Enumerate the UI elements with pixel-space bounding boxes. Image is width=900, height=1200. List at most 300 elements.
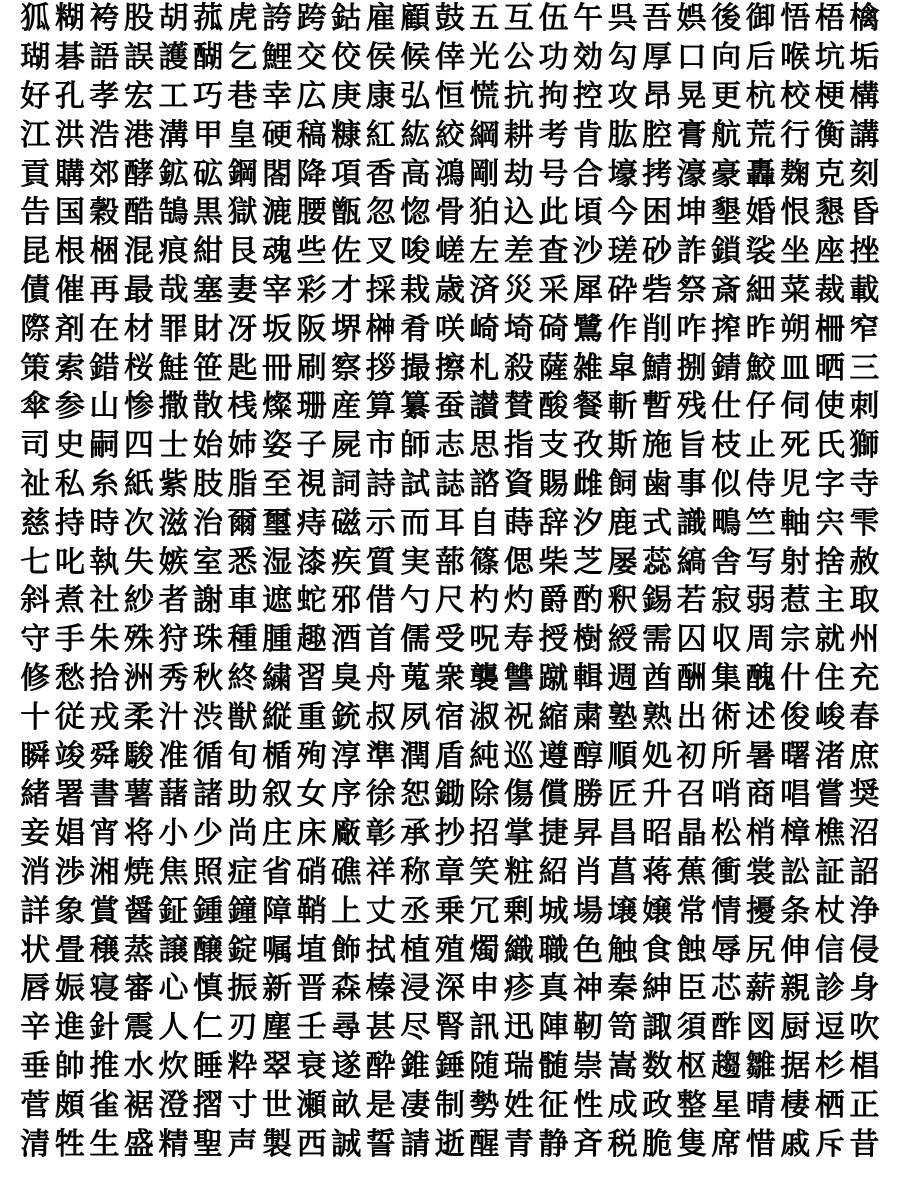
kanji-glyph: 寝 xyxy=(89,971,120,1007)
kanji-glyph: 恕 xyxy=(400,777,431,813)
kanji-glyph: 廠 xyxy=(331,816,362,852)
kanji-glyph: 込 xyxy=(503,195,534,231)
kanji-glyph: 歯 xyxy=(642,466,673,502)
kanji-glyph: 忽 xyxy=(365,195,396,231)
kanji-glyph: 蒸 xyxy=(123,932,154,968)
kanji-glyph: 嵩 xyxy=(607,1048,638,1084)
kanji-glyph: 舟 xyxy=(365,660,396,696)
kanji-glyph: 車 xyxy=(227,583,258,619)
kanji-glyph: 識 xyxy=(676,505,707,541)
kanji-glyph: 醤 xyxy=(123,893,154,929)
kanji-glyph: 者 xyxy=(158,583,189,619)
kanji-glyph: 悉 xyxy=(227,544,258,580)
kanji-glyph: 賜 xyxy=(538,466,569,502)
kanji-glyph: 叙 xyxy=(262,777,293,813)
kanji-glyph: 招 xyxy=(469,816,500,852)
kanji-glyph: 山 xyxy=(89,389,120,425)
glyph-row xyxy=(18,931,882,970)
kanji-glyph: 女 xyxy=(296,777,327,813)
kanji-glyph: 仁 xyxy=(193,1010,223,1046)
kanji-glyph: 閤 xyxy=(262,156,293,192)
kanji-glyph: 正 xyxy=(849,1087,880,1123)
kanji-glyph: 焦 xyxy=(158,854,189,890)
kanji-glyph: 語 xyxy=(89,40,120,76)
kanji-glyph: 厚 xyxy=(642,40,673,76)
kanji-glyph: 伸 xyxy=(780,932,811,968)
kanji-glyph: 静 xyxy=(538,1126,569,1162)
kanji-glyph: 絞 xyxy=(434,117,465,153)
kanji-glyph: 剛 xyxy=(469,156,500,192)
kanji-glyph: 粛 xyxy=(573,699,604,735)
kanji-glyph: 搾 xyxy=(711,311,742,347)
kanji-glyph: 匠 xyxy=(607,777,638,813)
kanji-glyph: 成 xyxy=(607,1087,638,1123)
kanji-glyph: 撮 xyxy=(400,350,431,386)
kanji-glyph: 肴 xyxy=(400,311,431,347)
kanji-glyph: 国 xyxy=(54,195,85,231)
kanji-glyph: 州 xyxy=(849,622,880,658)
kanji-glyph: 鮫 xyxy=(745,350,776,386)
kanji-glyph: 償 xyxy=(538,777,569,813)
kanji-glyph: 叉 xyxy=(365,234,396,270)
kanji-glyph: 術 xyxy=(711,699,742,735)
kanji-glyph: 麹 xyxy=(780,156,811,192)
kanji-glyph: 餐 xyxy=(573,389,604,425)
kanji-glyph: 瑳 xyxy=(607,234,638,270)
kanji-glyph: 紅 xyxy=(365,117,396,153)
kanji-glyph: 推 xyxy=(89,1048,120,1084)
kanji-glyph: 作 xyxy=(607,311,638,347)
kanji-glyph: 剤 xyxy=(54,311,85,347)
kanji-glyph: 逝 xyxy=(434,1126,465,1162)
kanji-glyph: 穣 xyxy=(89,932,120,968)
kanji-glyph: 緒 xyxy=(20,777,51,813)
kanji-glyph: 誤 xyxy=(123,40,154,76)
kanji-glyph: 受 xyxy=(434,622,465,658)
kanji-glyph: 手 xyxy=(54,622,85,658)
kanji-glyph: 嘗 xyxy=(814,777,845,813)
kanji-glyph: 飼 xyxy=(607,466,638,502)
kanji-glyph: 獅 xyxy=(849,428,880,464)
kanji-glyph: 歳 xyxy=(434,272,465,308)
kanji-glyph: 讐 xyxy=(503,660,534,696)
kanji-glyph: 姉 xyxy=(227,428,258,464)
kanji-glyph: 寸 xyxy=(227,1087,258,1123)
kanji-glyph: 狛 xyxy=(469,195,500,231)
kanji-glyph: 昏 xyxy=(849,195,880,231)
kanji-glyph: 進 xyxy=(54,1010,85,1046)
kanji-glyph: 粧 xyxy=(503,854,534,890)
kanji-glyph: 舜 xyxy=(89,738,120,774)
kanji-glyph: 将 xyxy=(123,816,154,852)
kanji-glyph: 漉 xyxy=(262,195,293,231)
kanji-glyph: 高 xyxy=(400,156,431,192)
kanji-glyph: 宗 xyxy=(780,622,811,658)
kanji-glyph: 澄 xyxy=(158,1087,189,1123)
kanji-glyph: 真 xyxy=(538,971,569,1007)
glyph-row xyxy=(18,1009,882,1048)
kanji-glyph: 滋 xyxy=(158,505,189,541)
kanji-glyph: 哨 xyxy=(711,777,742,813)
kanji-glyph: 刻 xyxy=(849,156,880,192)
kanji-glyph: 査 xyxy=(538,234,569,270)
kanji-glyph: 災 xyxy=(503,272,534,308)
kanji-glyph: 合 xyxy=(573,156,604,192)
kanji-glyph: 考 xyxy=(538,117,569,153)
glyph-row xyxy=(18,388,882,427)
kanji-glyph: 根 xyxy=(54,234,85,270)
kanji-glyph: 盛 xyxy=(123,1126,154,1162)
kanji-glyph: 攻 xyxy=(607,78,638,114)
kanji-glyph: 床 xyxy=(296,816,327,852)
kanji-glyph: 惨 xyxy=(123,389,154,425)
kanji-glyph: 轟 xyxy=(745,156,776,192)
kanji-glyph: 腎 xyxy=(434,1010,465,1046)
kanji-glyph: 財 xyxy=(193,311,223,347)
kanji-glyph: 湘 xyxy=(89,854,120,890)
kanji-glyph: 射 xyxy=(780,544,811,580)
kanji-glyph: 珊 xyxy=(296,389,327,425)
kanji-glyph: 材 xyxy=(123,311,154,347)
kanji-glyph: 梱 xyxy=(89,234,120,270)
kanji-glyph: 社 xyxy=(89,583,120,619)
kanji-glyph: 嫉 xyxy=(158,544,189,580)
kanji-glyph: 錐 xyxy=(400,1048,431,1084)
kanji-glyph: 詞 xyxy=(331,466,362,502)
kanji-glyph: 衰 xyxy=(296,1048,327,1084)
kanji-glyph: 製 xyxy=(262,1126,293,1162)
kanji-glyph: 墾 xyxy=(711,195,742,231)
kanji-glyph: 吾 xyxy=(642,1,673,37)
kanji-glyph: 申 xyxy=(469,971,500,1007)
kanji-glyph: 散 xyxy=(193,389,223,425)
kanji-glyph: 宵 xyxy=(89,816,120,852)
kanji-glyph: 塾 xyxy=(607,699,638,735)
kanji-glyph: 嵯 xyxy=(434,234,465,270)
glyph-row xyxy=(18,698,882,737)
kanji-glyph: 塵 xyxy=(262,1010,293,1046)
kanji-glyph: 光 xyxy=(469,40,500,76)
kanji-glyph: 肯 xyxy=(573,117,604,153)
kanji-glyph: 殊 xyxy=(123,622,154,658)
kanji-glyph: 遮 xyxy=(262,583,293,619)
kanji-glyph: 純 xyxy=(469,738,500,774)
kanji-glyph: 混 xyxy=(123,234,154,270)
kanji-glyph: 縦 xyxy=(262,699,293,735)
kanji-glyph: 寿 xyxy=(503,622,534,658)
kanji-glyph: 佼 xyxy=(331,40,362,76)
kanji-glyph: 持 xyxy=(54,505,85,541)
kanji-glyph: 雫 xyxy=(849,505,880,541)
kanji-glyph: 詩 xyxy=(365,466,396,502)
kanji-glyph: 酸 xyxy=(538,389,569,425)
kanji-glyph: 盾 xyxy=(434,738,465,774)
kanji-glyph: 殉 xyxy=(296,738,327,774)
kanji-glyph: 沙 xyxy=(573,234,604,270)
kanji-glyph: 述 xyxy=(745,699,776,735)
kanji-glyph: 四 xyxy=(123,428,154,464)
kanji-glyph: 常 xyxy=(676,893,707,929)
kanji-glyph: 湿 xyxy=(262,544,293,580)
glyph-row xyxy=(18,582,882,621)
kanji-glyph: 習 xyxy=(296,660,327,696)
kanji-glyph: 順 xyxy=(607,738,638,774)
kanji-glyph: 昔 xyxy=(849,1126,880,1162)
kanji-glyph: 裾 xyxy=(123,1087,154,1123)
kanji-glyph: 唱 xyxy=(780,777,811,813)
kanji-glyph: 拘 xyxy=(538,78,569,114)
kanji-glyph: 示 xyxy=(365,505,396,541)
kanji-glyph: 崇 xyxy=(573,1048,604,1084)
kanji-glyph: 巧 xyxy=(193,78,223,114)
kanji-glyph: 巡 xyxy=(503,738,534,774)
glyph-row xyxy=(18,0,882,39)
kanji-glyph: 職 xyxy=(538,932,569,968)
kanji-glyph: 世 xyxy=(262,1087,293,1123)
kanji-glyph: 枢 xyxy=(676,1048,707,1084)
kanji-glyph: 恨 xyxy=(780,195,811,231)
kanji-glyph: 庄 xyxy=(262,816,293,852)
kanji-glyph: 杖 xyxy=(814,893,845,929)
glyph-row xyxy=(18,116,882,155)
kanji-glyph: 事 xyxy=(676,466,707,502)
kanji-glyph: 取 xyxy=(849,583,880,619)
kanji-glyph: 控 xyxy=(573,78,604,114)
kanji-glyph: 政 xyxy=(642,1087,673,1123)
kanji-glyph: 煮 xyxy=(54,583,85,619)
kanji-glyph: 再 xyxy=(89,272,120,308)
kanji-glyph: 凄 xyxy=(400,1087,431,1123)
kanji-glyph: 鯖 xyxy=(642,350,673,386)
kanji-glyph: 康 xyxy=(365,78,396,114)
kanji-glyph: 最 xyxy=(123,272,154,308)
kanji-glyph: 罪 xyxy=(158,311,189,347)
kanji-glyph: 志 xyxy=(434,428,465,464)
kanji-glyph: 察 xyxy=(331,350,362,386)
kanji-glyph: 虎 xyxy=(227,1,258,37)
kanji-glyph: 昌 xyxy=(607,816,638,852)
glyph-row xyxy=(18,466,882,505)
kanji-glyph: 象 xyxy=(54,893,85,929)
kanji-glyph: 燦 xyxy=(262,389,293,425)
kanji-glyph: 榛 xyxy=(365,971,396,1007)
kanji-glyph: 鹿 xyxy=(607,505,638,541)
kanji-character-sheet xyxy=(18,0,882,1164)
kanji-glyph: 椙 xyxy=(849,1048,880,1084)
kanji-glyph: 祥 xyxy=(365,854,396,890)
kanji-glyph: 酢 xyxy=(711,1010,742,1046)
kanji-glyph: 芝 xyxy=(573,544,604,580)
glyph-row xyxy=(18,310,882,349)
kanji-glyph: 講 xyxy=(849,117,880,153)
kanji-glyph: 降 xyxy=(296,156,327,192)
kanji-glyph: 脂 xyxy=(227,466,258,502)
kanji-glyph: 札 xyxy=(469,350,500,386)
kanji-glyph: 承 xyxy=(400,816,431,852)
kanji-glyph: 磁 xyxy=(331,505,362,541)
kanji-glyph: 后 xyxy=(745,40,776,76)
kanji-glyph: 慈 xyxy=(20,505,51,541)
kanji-glyph: 清 xyxy=(20,1126,51,1162)
kanji-glyph: 蝕 xyxy=(676,932,707,968)
kanji-glyph: 姿 xyxy=(262,428,293,464)
kanji-glyph: 克 xyxy=(814,156,845,192)
kanji-glyph: 寺 xyxy=(849,466,880,502)
kanji-glyph: 渋 xyxy=(193,699,223,735)
kanji-glyph: 誓 xyxy=(365,1126,396,1162)
kanji-glyph: 碕 xyxy=(538,311,569,347)
kanji-glyph: 始 xyxy=(193,428,223,464)
kanji-glyph: 牲 xyxy=(54,1126,85,1162)
kanji-glyph: 厨 xyxy=(780,1010,811,1046)
kanji-glyph: 試 xyxy=(400,466,431,502)
kanji-glyph: 好 xyxy=(20,78,51,114)
kanji-glyph: 佐 xyxy=(331,234,362,270)
kanji-glyph: 砂 xyxy=(642,234,673,270)
kanji-glyph: 溝 xyxy=(158,117,189,153)
kanji-glyph: 娯 xyxy=(676,1,707,37)
kanji-glyph: 辛 xyxy=(20,1010,51,1046)
kanji-glyph: 校 xyxy=(780,78,811,114)
kanji-glyph: 朱 xyxy=(89,622,120,658)
kanji-glyph: 昂 xyxy=(642,78,673,114)
glyph-row xyxy=(18,776,882,815)
glyph-row xyxy=(18,155,882,194)
kanji-glyph: 梗 xyxy=(814,78,845,114)
kanji-glyph: 而 xyxy=(400,505,431,541)
kanji-glyph: 紗 xyxy=(123,583,154,619)
kanji-glyph: 蹴 xyxy=(538,660,569,696)
kanji-glyph: 称 xyxy=(400,854,431,890)
kanji-glyph: 竣 xyxy=(54,738,85,774)
kanji-glyph: 死 xyxy=(780,428,811,464)
kanji-glyph: 深 xyxy=(434,971,465,1007)
kanji-glyph: 鉱 xyxy=(158,156,189,192)
kanji-glyph: 尽 xyxy=(400,1010,431,1046)
kanji-glyph: 骨 xyxy=(434,195,465,231)
kanji-glyph: 須 xyxy=(676,1010,707,1046)
kanji-glyph: 漆 xyxy=(296,544,327,580)
kanji-glyph: 潤 xyxy=(400,738,431,774)
kanji-glyph: 窄 xyxy=(849,311,880,347)
kanji-glyph: 沼 xyxy=(849,816,880,852)
kanji-glyph: 整 xyxy=(676,1087,707,1123)
kanji-glyph: 睡 xyxy=(193,1048,223,1084)
kanji-glyph: 采 xyxy=(538,272,569,308)
kanji-glyph: 崎 xyxy=(469,311,500,347)
kanji-glyph: 章 xyxy=(434,854,465,890)
kanji-glyph: 擾 xyxy=(745,893,776,929)
kanji-glyph: 司 xyxy=(20,428,51,464)
kanji-glyph: 梢 xyxy=(745,816,776,852)
kanji-glyph: 乞 xyxy=(227,40,258,76)
kanji-glyph: 邪 xyxy=(331,583,362,619)
kanji-glyph: 構 xyxy=(849,78,880,114)
kanji-glyph: 抄 xyxy=(434,816,465,852)
kanji-glyph: 朔 xyxy=(780,311,811,347)
kanji-glyph: 孝 xyxy=(89,78,120,114)
kanji-glyph: 祝 xyxy=(503,699,534,735)
kanji-glyph: 鮭 xyxy=(158,350,189,386)
kanji-glyph: 室 xyxy=(193,544,223,580)
kanji-glyph: 壬 xyxy=(296,1010,327,1046)
kanji-glyph: 収 xyxy=(711,622,742,658)
kanji-glyph: 菖 xyxy=(607,854,638,890)
kanji-glyph: 錆 xyxy=(711,350,742,386)
kanji-glyph: 翠 xyxy=(262,1048,293,1084)
kanji-glyph: 砦 xyxy=(642,272,673,308)
kanji-glyph: 笥 xyxy=(607,1010,638,1046)
kanji-glyph: 据 xyxy=(780,1048,811,1084)
kanji-glyph: 詐 xyxy=(676,234,707,270)
kanji-glyph: 晴 xyxy=(745,1087,776,1123)
kanji-glyph: 雛 xyxy=(745,1048,776,1084)
kanji-glyph: 紳 xyxy=(642,971,673,1007)
kanji-glyph: 浸 xyxy=(400,971,431,1007)
kanji-glyph: 臭 xyxy=(331,660,362,696)
kanji-glyph: 獣 xyxy=(227,699,258,735)
kanji-glyph: 更 xyxy=(711,78,742,114)
kanji-glyph: 捷 xyxy=(538,816,569,852)
kanji-glyph: 尻 xyxy=(745,932,776,968)
kanji-glyph: 匙 xyxy=(227,350,258,386)
kanji-glyph: 峻 xyxy=(814,699,845,735)
kanji-glyph: 松 xyxy=(711,816,742,852)
kanji-glyph: 詔 xyxy=(849,854,880,890)
kanji-glyph: 互 xyxy=(503,1,534,37)
kanji-glyph: 糠 xyxy=(331,117,362,153)
kanji-glyph: 消 xyxy=(20,854,51,890)
kanji-glyph: 蛇 xyxy=(296,583,327,619)
kanji-glyph: 広 xyxy=(296,78,327,114)
kanji-glyph: 錠 xyxy=(227,932,258,968)
kanji-glyph: 爵 xyxy=(538,583,569,619)
kanji-glyph: 性 xyxy=(573,1087,604,1123)
kanji-glyph: 灼 xyxy=(503,583,534,619)
kanji-glyph: 鴫 xyxy=(711,505,742,541)
kanji-glyph: 十 xyxy=(20,699,51,735)
kanji-glyph: 守 xyxy=(20,622,51,658)
kanji-glyph: 捨 xyxy=(814,544,845,580)
kanji-glyph: 汐 xyxy=(573,505,604,541)
kanji-glyph: 丞 xyxy=(400,893,431,929)
kanji-glyph: 渚 xyxy=(814,738,845,774)
kanji-glyph: 爾 xyxy=(227,505,258,541)
kanji-glyph: 功 xyxy=(538,40,569,76)
kanji-glyph: 礁 xyxy=(331,854,362,890)
kanji-glyph: 周 xyxy=(745,622,776,658)
kanji-glyph: 錯 xyxy=(89,350,120,386)
kanji-glyph: 慌 xyxy=(469,78,500,114)
glyph-row xyxy=(18,543,882,582)
kanji-glyph: 処 xyxy=(642,738,673,774)
kanji-glyph: 釈 xyxy=(607,583,638,619)
kanji-glyph: 雑 xyxy=(573,350,604,386)
kanji-glyph: 枝 xyxy=(711,428,742,464)
kanji-glyph: 孜 xyxy=(573,428,604,464)
kanji-glyph: 諮 xyxy=(469,466,500,502)
kanji-glyph: 市 xyxy=(365,428,396,464)
kanji-glyph: 彩 xyxy=(296,272,327,308)
kanji-glyph: 実 xyxy=(400,544,431,580)
kanji-glyph: 壕 xyxy=(607,156,638,192)
kanji-glyph: 充 xyxy=(849,660,880,696)
kanji-glyph: 指 xyxy=(503,428,534,464)
kanji-glyph: 刷 xyxy=(296,350,327,386)
kanji-glyph: 師 xyxy=(400,428,431,464)
kanji-glyph: 魂 xyxy=(262,234,293,270)
kanji-glyph: 伍 xyxy=(538,1,569,37)
